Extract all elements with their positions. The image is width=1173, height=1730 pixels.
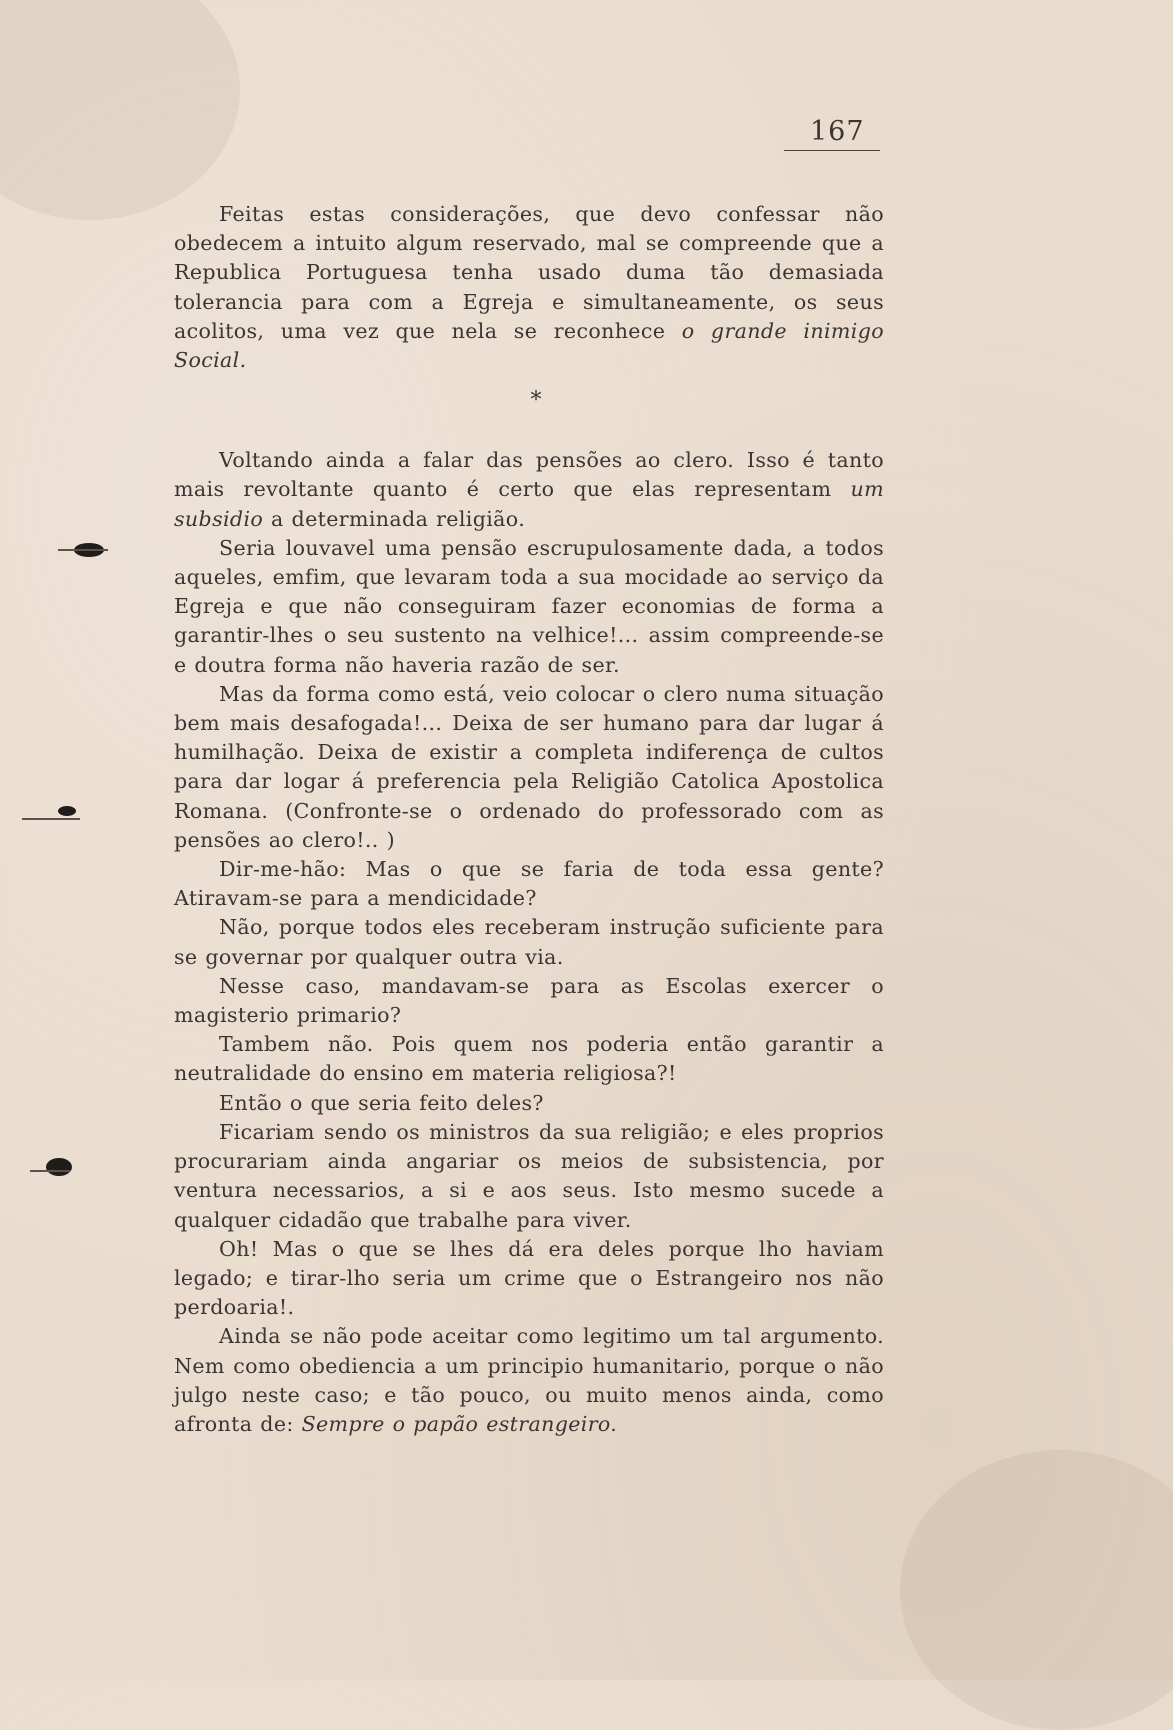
paragraph-1-italic: o grande inimigo Social. (174, 318, 884, 373)
page-number: 167 (810, 116, 865, 147)
paragraph-8: Tambem não. Pois quem nos poderia então garantir a neutralidade do ensino em materia religiosa?! (174, 1032, 884, 1086)
paragraph-5: Dir-me-hão: Mas o que se faria de toda essa gente? Atiravam-se para a mendicidade? (174, 857, 884, 911)
paper-stain (900, 1450, 1173, 1730)
binding-hole-bottom (46, 1158, 72, 1176)
binding-hole-top-tear (58, 549, 108, 551)
paragraph-12-italic: Sempre o papão estrangeiro. (301, 1411, 618, 1436)
body-text (174, 200, 884, 1439)
paragraph-1-text: Feitas estas considerações, que devo confessar não obedecem a intuito algum reservado, mal se compreende que a Republica Portuguesa tenha usado duma tão demasiada tolerancia para com a Egreja e simultaneamente, os seus acolitos, uma vez que nela se reconhece (174, 202, 884, 343)
paragraph-9: Então o que seria feito deles? (219, 1090, 544, 1115)
binding-hole-middle (58, 806, 76, 816)
paragraph-3: Seria louvavel uma pensão escrupulosamente dada, a todos aqueles, emfim, que levaram toda a sua mocidade ao serviço da Egreja e que não conseguiram fazer economias de forma a garantir-lhes o seu sustento na velhice!... assim compreende-se e doutra forma não haveria razão de ser. (174, 535, 884, 677)
paragraph-2-italic: um subsidio (174, 477, 884, 531)
paragraph-4: Mas da forma como está, veio colocar o clero numa situação bem mais desafogada!... Deixa de ser humano para dar lugar á humilhação. Deixa de existir a completa indiferença de cultos para dar logar á preferencia pela Religião Catolica Apostolica Romana. (Confronte-se o ordenado do professorado com as pensões ao clero!.. ) (174, 681, 884, 852)
paragraph-12-text: Ainda se não pode aceitar como legitimo um tal argumento. Nem como obediencia a um principio humanitario, porque o não julgo neste caso; e tão pouco, ou muito menos ainda, como afronta de: (174, 1324, 884, 1436)
paragraph-10: Ficariam sendo os ministros da sua religião; e eles proprios procurariam ainda angariar os meios de subsistencia, por ventura necessarios, a si e aos seus. Isto mesmo sucede a qualquer cidadão que trabalhe para viver. (174, 1119, 884, 1232)
paragraph-7: Nesse caso, mandavam-se para as Escolas exercer o magisterio primario? (174, 973, 884, 1028)
paragraph-2 (174, 446, 884, 534)
paragraph-6: Não, porque todos eles receberam instrução suficiente para se governar por qualquer outra via. (174, 915, 884, 969)
paragraph-12 (174, 1322, 884, 1439)
section-separator: * (530, 388, 542, 414)
paper-stain (0, 0, 240, 220)
binding-hole-bottom-tear (30, 1170, 70, 1172)
paragraph-2-text-before: Voltando ainda a falar das pensões ao clero. Isso é tanto mais revoltante quanto é certo que elas representam (174, 448, 884, 502)
binding-hole-middle-tear (22, 818, 80, 820)
paragraph-11: Oh! Mas o que se lhes dá era deles porque lho haviam legado; e tirar-lho seria um crime que o Estrangeiro nos não perdoaria!. (174, 1236, 884, 1320)
paragraph-1 (174, 200, 884, 375)
paragraph-2-text-after: a determinada religião. (263, 506, 526, 531)
page-number-rule (784, 150, 880, 151)
